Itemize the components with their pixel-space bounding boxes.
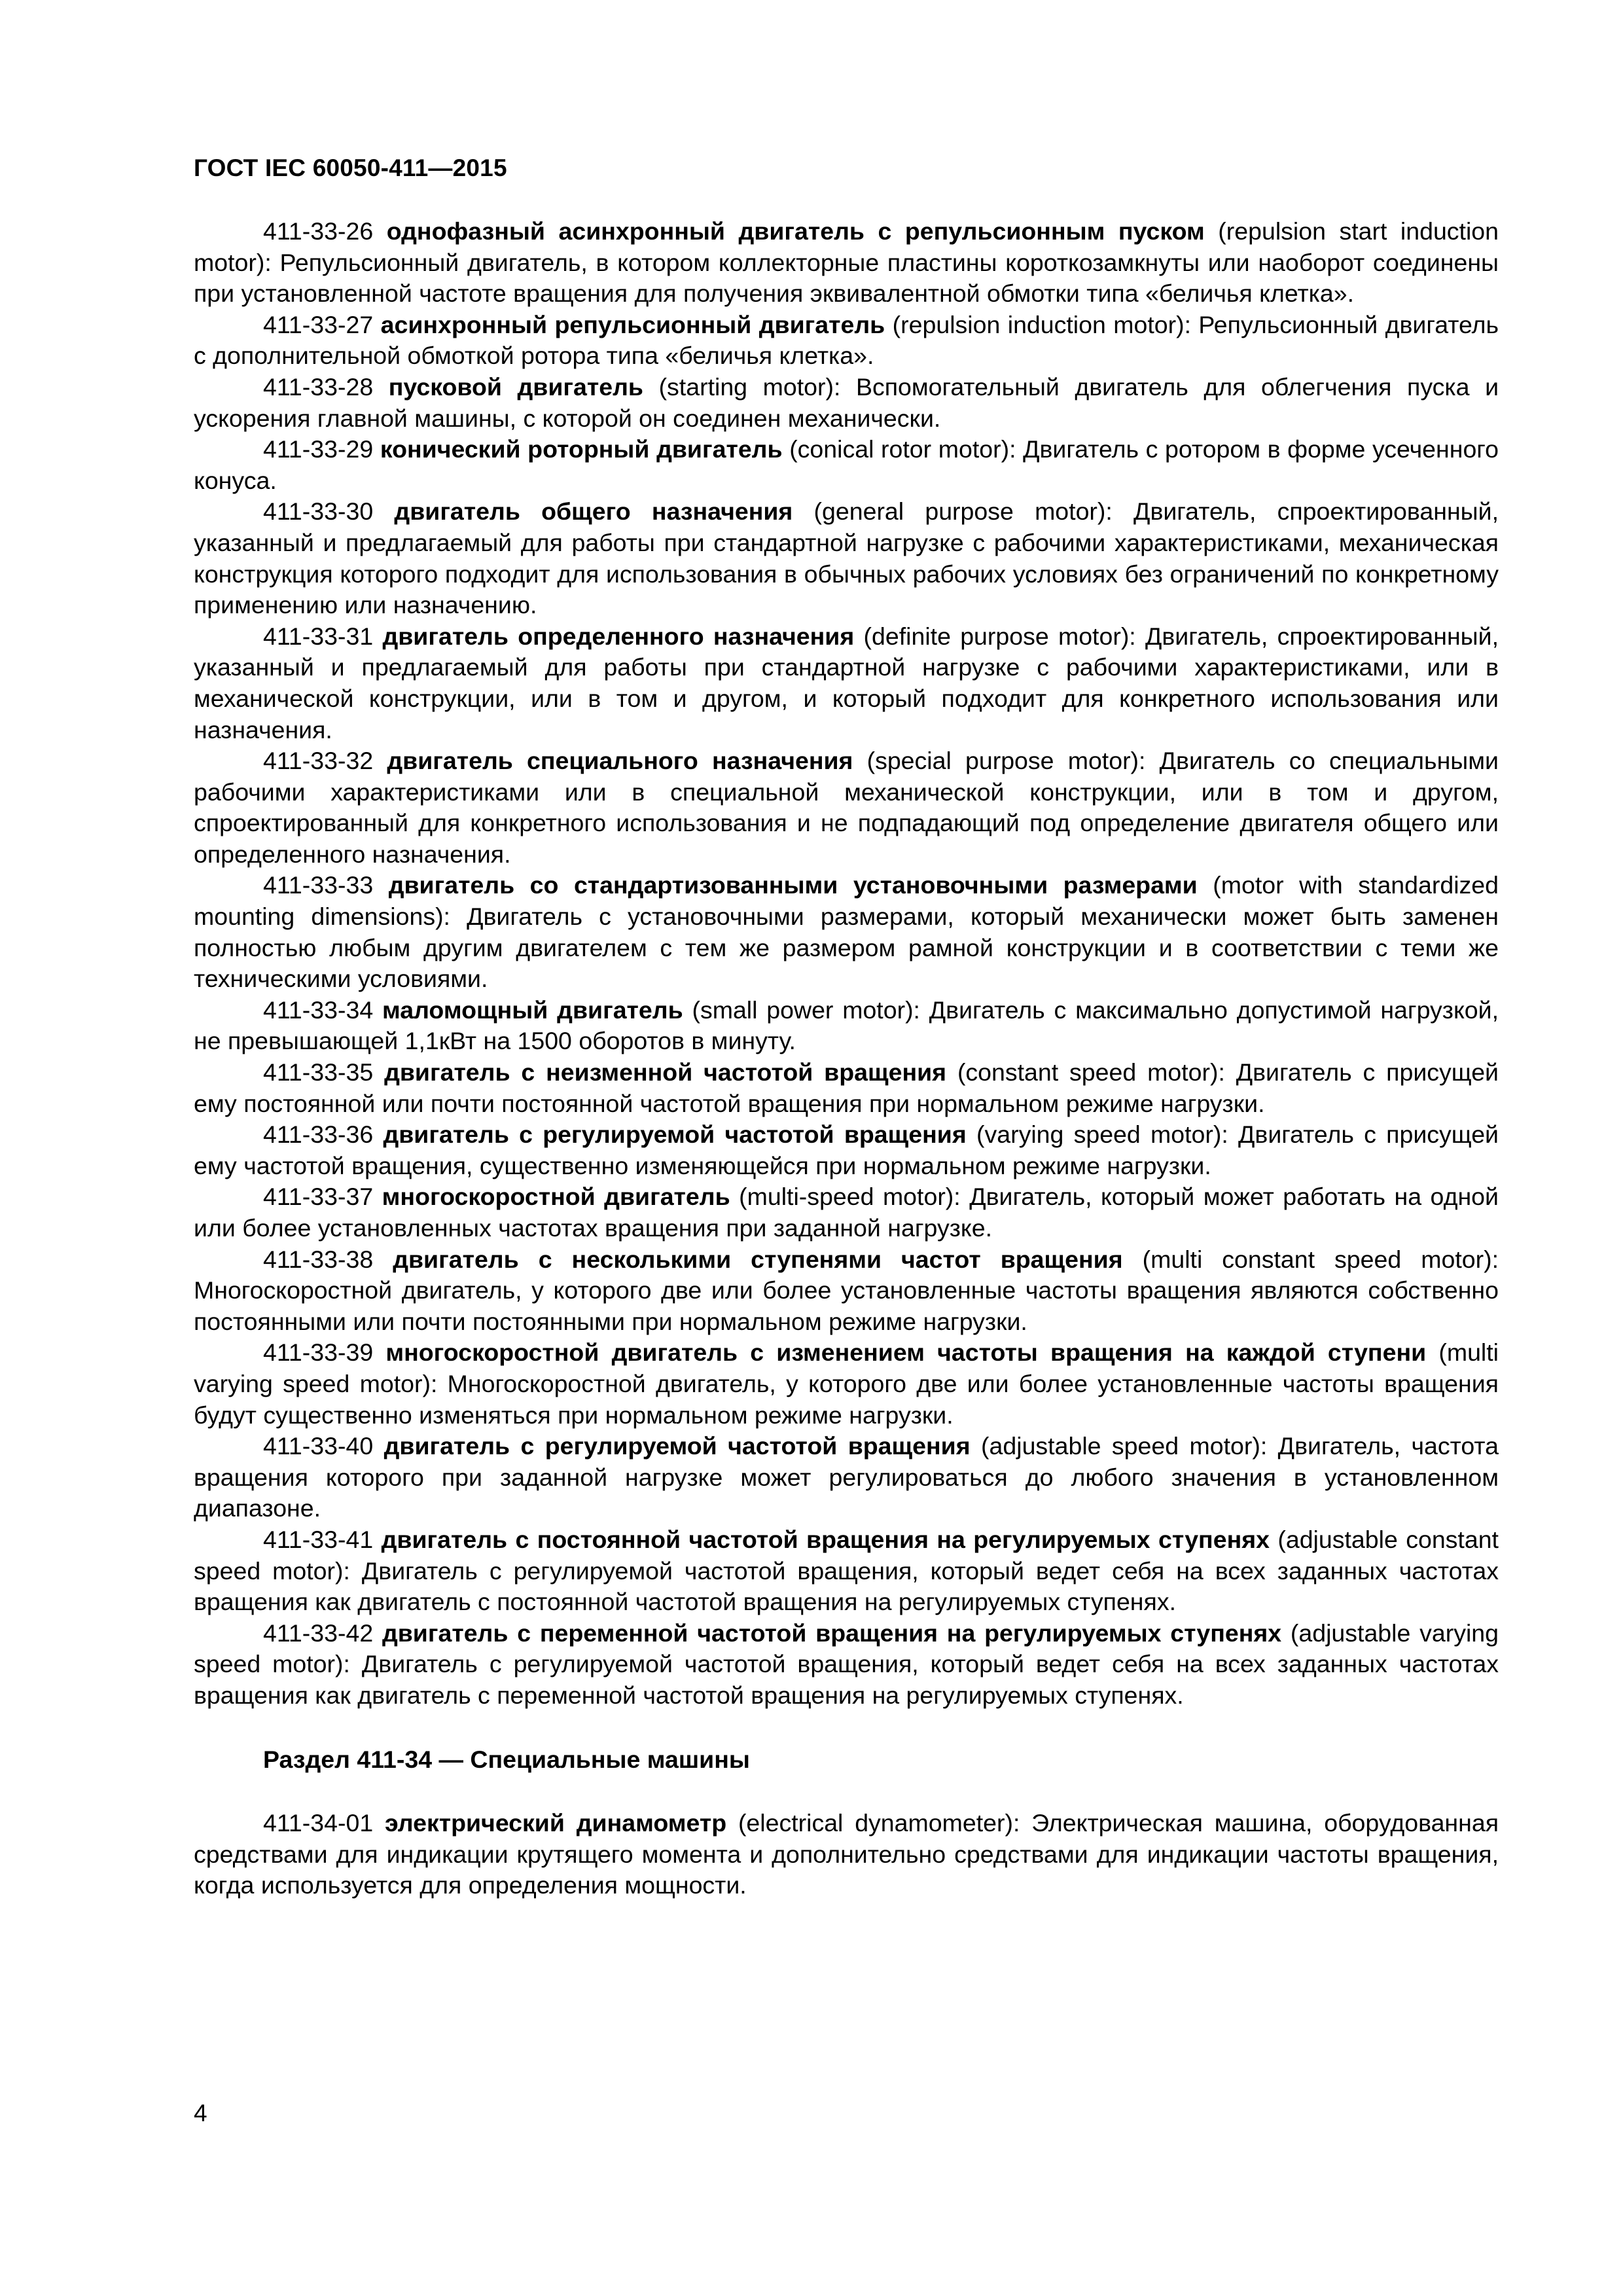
term-definition: (adjustable speed motor): Двигатель, частота вращения которого при заданной нагрузке может регулироваться до любого значения в установленном диапазоне. [194,1432,1499,1522]
term-code: 411-33-37 [263,1183,374,1211]
term-entry [194,1119,1499,1181]
term-code: 411-33-33 [263,871,374,899]
term-code: 411-33-39 [263,1338,374,1367]
term-definition: (motor with standardized mounting dimensions): Двигатель с установочными размерами, который механически может быть заменен полностью любым другим двигателем с тем же размером рамной конструкции и в соответствии с теми же техническими условиями. [194,871,1499,993]
term-name: многоскоростной двигатель [382,1183,730,1211]
term-code: 411-33-38 [263,1245,374,1273]
term-entry [194,1618,1499,1712]
term-name: асинхронный репульсионный двигатель [380,310,885,338]
term-entry [194,1337,1499,1431]
term-entry [194,870,1499,994]
term-name: двигатель с переменной частотой вращения на регулируемых ступенях [382,1619,1282,1647]
term-entry [194,496,1499,620]
term-entry [194,1057,1499,1119]
term-code: 411-33-31 [263,622,374,650]
term-definition: (general purpose motor): Двигатель, спроектированный, указанный и предлагаемый для работы при стандартной нагрузке с рабочими характеристиками, механическая конструкция которого подходит для использования в обычных рабочих условиях без ограничений по конкретному применению или назначению. [194,497,1499,619]
term-definition: (electrical dynamometer): Электрическая машина, оборудованная средствами для индикации крутящего момента и дополнительно средствами для индикации частоты вращения, когда используется для определения мощности. [194,1809,1499,1899]
term-name: однофазный асинхронный двигатель с репульсионным пуском [386,217,1205,245]
term-definition: (definite purpose motor): Двигатель, спроектированный, указанный и предлагаемый для работы при стандартной нагрузке с рабочими характеристиками, или в механической конструкции, или в том и другом, и который подходит для конкретного использования или назначения. [194,622,1499,744]
term-definition: (multi constant speed motor): Многоскоростной двигатель, у которого две или более установленные частоты вращения являются собственно постоянными или почти постоянными при нормальном режиме нагрузки. [194,1245,1499,1335]
term-definition: (small power motor): Двигатель с максимально допустимой нагрузкой, не превышающей 1,1кВт на 1500 оборотов в минуту. [194,996,1499,1055]
term-code: 411-33-26 [263,217,374,245]
term-definition: (multi-speed motor): Двигатель, который может работать на одной или более установленных частотах вращения при заданной нагрузке. [194,1183,1499,1242]
term-name: электрический динамометр [385,1809,727,1837]
term-definition: (multi varying speed motor): Многоскоростной двигатель, у которого две или более установленные частоты вращения будут существенно изменяться при нормальном режиме нагрузки. [194,1338,1499,1429]
term-name: двигатель с несколькими ступенями частот вращения [393,1245,1123,1273]
term-entry [194,434,1499,496]
term-name: конический роторный двигатель [380,435,783,463]
term-code: 411-33-34 [263,996,374,1024]
term-code: 411-33-28 [263,372,374,401]
term-code: 411-33-30 [263,497,374,526]
term-code: 411-33-35 [263,1058,374,1086]
term-entry [194,995,1499,1057]
term-name: двигатель специального назначения [387,747,853,775]
term-code: 411-33-42 [263,1619,374,1647]
term-code: 411-34-01 [263,1809,374,1837]
term-name: двигатель с регулируемой частотой вращения [383,1432,971,1460]
term-entry [194,621,1499,745]
term-code: 411-33-36 [263,1121,374,1149]
term-code: 411-33-40 [263,1432,374,1460]
term-code: 411-33-32 [263,747,374,775]
term-entry [194,310,1499,372]
term-code: 411-33-27 [263,310,374,338]
term-name: двигатель с постоянной частотой вращения на регулируемых ступенях [381,1525,1270,1553]
term-definition: (starting motor): Вспомогательный двигатель для облегчения пуска и ускорения главной машины, с которой он соединен механически. [194,372,1499,432]
term-name: маломощный двигатель [382,996,683,1024]
term-definition: (repulsion start induction motor): Репульсионный двигатель, в котором коллекторные пластины короткозамкнуты или наоборот соединены при установленной частоте вращения для получения эквивалентной обмотки типа «беличья клетка». [194,217,1499,308]
term-entry [194,216,1499,310]
term-name: многоскоростной двигатель с изменением частоты вращения на каждой ступени [385,1338,1427,1367]
page-number: 4 [194,2100,207,2126]
term-name: двигатель определенного назначения [382,622,855,650]
document-body [194,216,1499,1901]
term-entry [194,1431,1499,1524]
term-code: 411-33-41 [263,1525,374,1553]
term-definition: (constant speed motor): Двигатель с присущей ему постоянной или почти постоянной частотой вращения при нормальном режиме нагрузки. [194,1058,1499,1117]
standard-code-header: ГОСТ IEC 60050-411—2015 [194,154,507,181]
term-entry [194,745,1499,870]
term-entry [194,1808,1499,1901]
term-name: двигатель с неизменной частотой вращения [384,1058,947,1086]
term-definition: (repulsion induction motor): Репульсионный двигатель с дополнительной обмоткой ротора типа «беличья клетка». [194,310,1499,370]
term-definition: (conical rotor motor): Двигатель с ротором в форме усеченного конуса. [194,435,1499,494]
term-code: 411-33-29 [263,435,374,463]
term-name: двигатель со стандартизованными установочными размерами [388,871,1198,899]
term-entry [194,1181,1499,1244]
term-entry [194,1244,1499,1338]
term-name: пусковой двигатель [388,372,643,401]
term-name: двигатель общего назначения [394,497,793,526]
term-definition: (special purpose motor): Двигатель со специальными рабочими характеристиками или в специальной механической конструкции, или в том и другом, спроектированный для конкретного использования и не подпадающий под определение двигателя общего или определенного назначения. [194,747,1499,868]
term-name: двигатель с регулируемой частотой вращения [383,1121,967,1149]
term-entry [194,1524,1499,1618]
term-definition: (varying speed motor): Двигатель с присущей ему частотой вращения, существенно изменяющейся при нормальном режиме нагрузки. [194,1121,1499,1179]
section-title: Раздел 411-34 — Специальные машины [263,1745,750,1773]
term-definition: (adjustable constant speed motor): Двигатель с регулируемой частотой вращения, который ведет себя на всех заданных частотах вращения как двигатель с постоянной частотой вращения на регулируемых ступенях. [194,1525,1499,1616]
term-entry [194,372,1499,434]
term-definition: (adjustable varying speed motor): Двигатель с регулируемой частотой вращения, который ведет себя на всех заданных частотах вращения как двигатель с переменной частотой вращения на регулируемых ступенях. [194,1619,1499,1709]
